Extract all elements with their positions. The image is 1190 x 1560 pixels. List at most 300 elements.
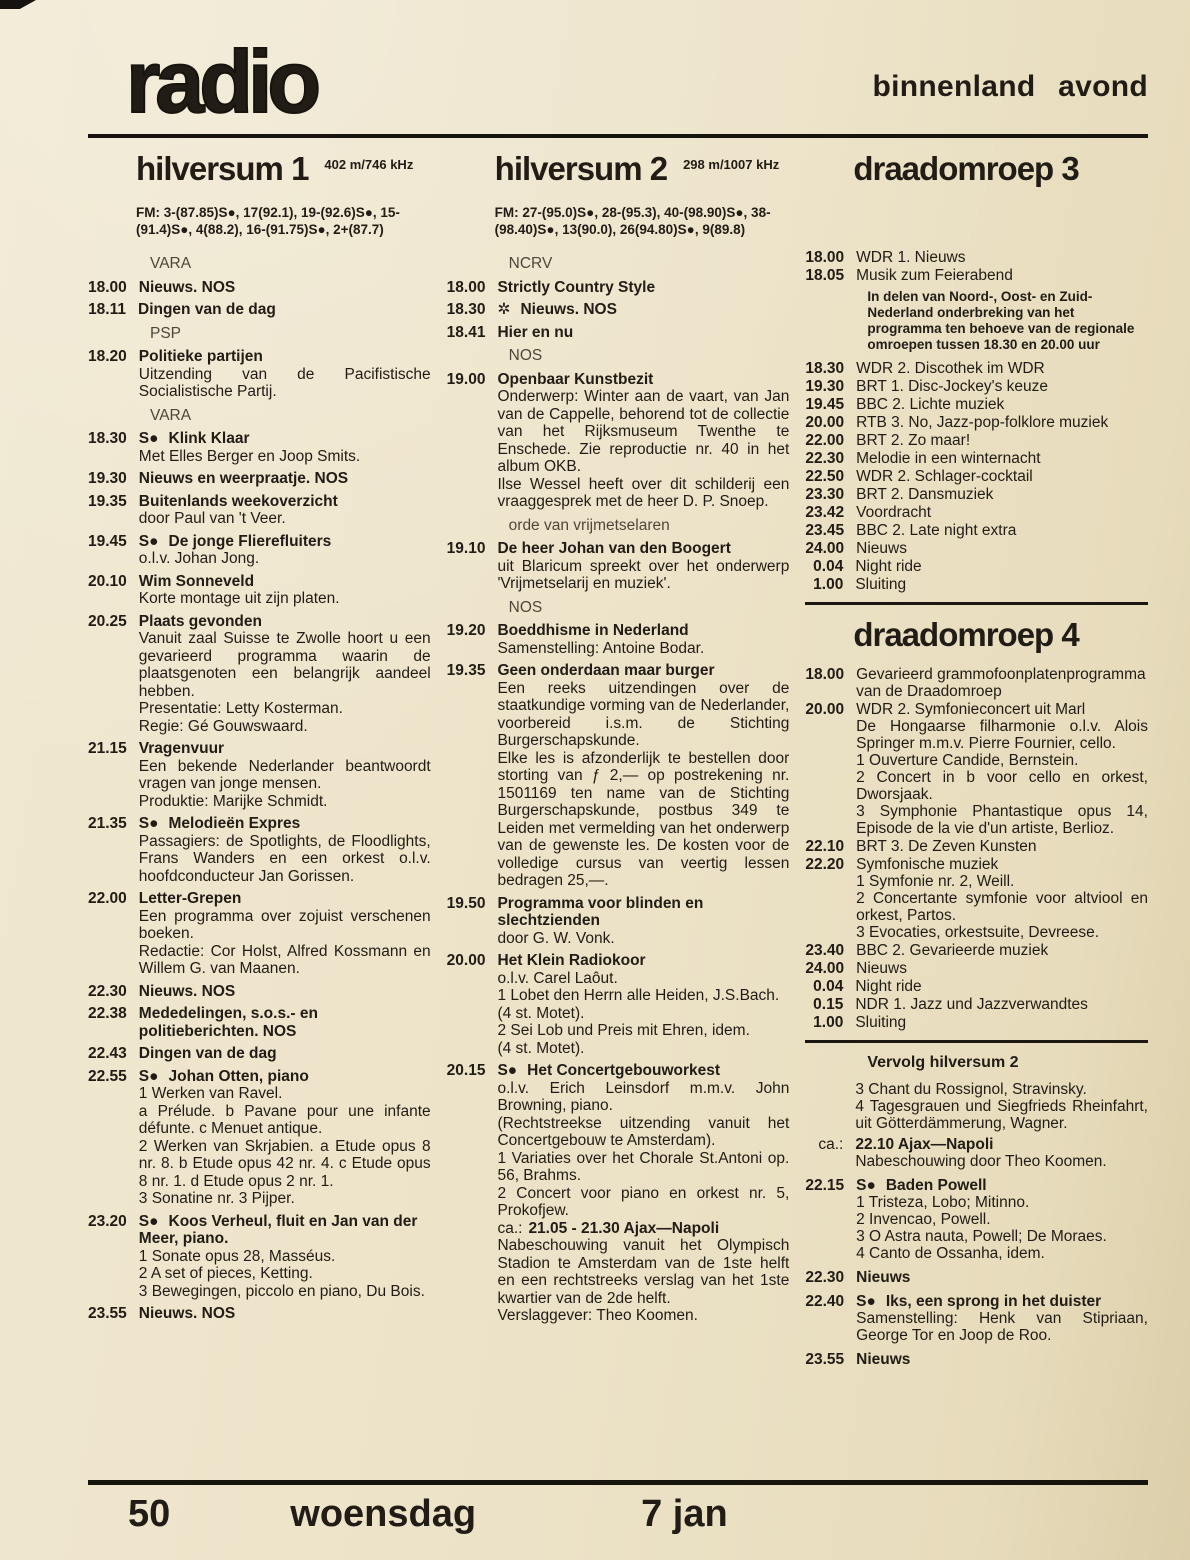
program-entry (805, 267, 1148, 284)
program-entry (805, 558, 1148, 575)
time-label: 22.40 (805, 1293, 845, 1310)
program-entry (88, 430, 431, 465)
program-detail: 2 A set of pieces, Ketting. (138, 1265, 313, 1282)
program-detail: o.l.v. Carel Laôut. (497, 969, 618, 987)
radio-logo: radio (126, 32, 317, 131)
time-label: 18.00 (446, 278, 486, 296)
program-title: Johan Otten, piano (168, 1067, 309, 1085)
program-entry (447, 371, 790, 511)
day-label: woensdag (290, 1493, 477, 1535)
program-content (139, 279, 431, 297)
program-content (497, 540, 789, 593)
time-label: ca.: (818, 1136, 844, 1153)
program-title-line (856, 1269, 1148, 1286)
program-entry (805, 666, 1148, 700)
time-label: 22.30 (805, 1269, 845, 1286)
program-entry (805, 450, 1148, 467)
program-list (447, 255, 790, 1325)
program-detail: Verslaggever: Theo Koomen. (497, 1307, 698, 1324)
program-content (139, 470, 431, 488)
program-content (139, 573, 431, 608)
program-detail: Vanuit zaal Suisse te Zwolle hoort u een gevarieerd programma waarin de plaatsgenoten een belangrijk aandeel hebben. (138, 630, 431, 700)
program-title-line (139, 1305, 431, 1323)
program-detail: (Rechtstreekse uitzending vanuit het Concertgebouw te Amsterdam). (497, 1114, 790, 1149)
program-content (139, 430, 431, 465)
approx-prefix: ca.: (497, 1219, 523, 1237)
column-header (136, 152, 431, 249)
program-title-line (139, 1213, 431, 1248)
program-title-line (856, 504, 1148, 521)
program-content (856, 838, 1148, 855)
program-title: Vragenvuur (138, 740, 225, 757)
program-content (497, 622, 789, 657)
program-title: Gevarieerd grammofoonplatenprogramma van de Draadomroep (856, 666, 1146, 700)
time-label: 18.30 (805, 360, 845, 377)
star-icon: ✲ (497, 301, 511, 318)
program-content (856, 378, 1148, 395)
program-entry (447, 662, 790, 890)
program-content (855, 1136, 1148, 1170)
program-detail: Uitzending van de Pacifistische Socialistische Partij. (138, 365, 431, 400)
divider-rule (805, 1040, 1148, 1043)
station-name: hilversum 1 (136, 152, 309, 187)
program-detail: Een programma over zojuist verschenen boeken. (138, 907, 431, 942)
program-entry (805, 960, 1148, 977)
program-title-line (856, 414, 1148, 431)
program-detail: Passagiers: de Spotlights, de Floodlights, Frans Wanders en een orkest o.l.v. hoofdconducteur Jan Gorissen. (138, 832, 431, 885)
time-label: 0.15 (813, 996, 844, 1013)
program-detail: a Prélude. b Pavane pour une infante défunte. c Menuet antique. (138, 1102, 431, 1137)
program-detail: Nabeschouwing vanuit het Olympisch Stadion te Amsterdam van de 1ste helft en een rechtstreeks verslag van het 1ste kwartier van de 2de helft. (497, 1237, 790, 1307)
program-title: WDR 2. Symfonieconcert uit Marl (856, 701, 1086, 718)
program-title-line (856, 468, 1148, 485)
program-title: Klink Klaar (168, 430, 250, 447)
program-title: Strictly Country Style (497, 278, 656, 296)
program-title: BRT 3. De Zeven Kunsten (856, 838, 1037, 855)
time-label: 20.15 (446, 1062, 486, 1079)
time-label: 22.10 (805, 838, 845, 855)
program-entry (805, 396, 1148, 413)
program-title-line (856, 522, 1148, 539)
program-content (139, 1305, 431, 1323)
page-number: 50 (128, 1493, 171, 1535)
fm-frequencies: FM: 3-(87.85)S●, 17(92.1), 19-(92.6)S●, 15-(91.4)S●, 4(88.2), 16-(91.75)S●, 2+(87.7) (136, 205, 400, 237)
program-title: Wim Sonneveld (138, 572, 255, 590)
time-label: 20.10 (88, 572, 127, 590)
network-label: VARA (150, 255, 192, 272)
time-label: 19.35 (446, 662, 486, 679)
program-title: Symfonische muziek (856, 856, 999, 873)
program-title-line (139, 815, 431, 833)
footer-row (88, 1485, 1148, 1560)
program-title: Buitenlands weekoverzicht (138, 492, 338, 510)
time-label: 23.30 (805, 486, 845, 503)
program-detail: door G. W. Vonk. (497, 929, 615, 947)
program-entry (88, 493, 431, 528)
program-title: Nieuws en weerpraatje. NOS (138, 470, 349, 487)
program-title-line (856, 856, 1148, 873)
program-title: Het Concertgebouworkest (527, 1062, 721, 1079)
program-title-line (139, 348, 431, 366)
program-title-line (139, 613, 431, 631)
program-title-line (855, 978, 1148, 995)
program-title-line (856, 450, 1148, 467)
program-title: WDR 2. Schlager-cocktail (856, 468, 1033, 485)
program-detail: Korte montage uit zijn platen. (138, 590, 340, 607)
program-content (497, 324, 789, 342)
program-entry (805, 1269, 1148, 1286)
program-entry (805, 249, 1148, 266)
program-title-line (139, 279, 431, 297)
program-title: Nieuws. NOS (138, 1305, 236, 1322)
network-label: orde van vrijmetselaren (508, 516, 670, 534)
program-title: WDR 2. Discothek im WDR (856, 360, 1045, 377)
time-label: 18.05 (805, 267, 845, 284)
program-title-line (139, 430, 431, 448)
program-title: Openbaar Kunstbezit (497, 370, 654, 388)
program-title: Mededelingen, s.o.s.- en politieberichten. NOS (138, 1005, 318, 1040)
program-title: Dingen van de dag (138, 301, 276, 318)
program-entry (88, 470, 431, 488)
program-title-line (497, 895, 789, 930)
program-entry (805, 856, 1148, 941)
program-content (856, 267, 1148, 284)
program-detail: o.l.v. Erich Leinsdorf m.m.v. John Browning, piano. (497, 1079, 790, 1114)
subchannel-heading: draadomroep 4 (853, 616, 1079, 653)
time-label: 0.04 (813, 558, 844, 575)
program-entry (88, 573, 431, 608)
time-label: 18.00 (88, 278, 127, 296)
program-title: Musik zum Feierabend (856, 267, 1013, 284)
program-detail: 2 Invencao, Powell. (856, 1211, 991, 1228)
program-entry (88, 613, 431, 736)
program-title-line (497, 952, 789, 970)
program-title-line (856, 540, 1148, 557)
program-title-line (855, 576, 1148, 593)
program-title: Nieuws. NOS (520, 301, 617, 318)
program-title-line (138, 301, 431, 319)
column-header (853, 152, 1148, 249)
program-title-line (139, 533, 431, 551)
program-detail: 2 Concertante symfonie voor altviool en orkest, Partos. (856, 890, 1148, 924)
program-detail: 1 Ouverture Candide, Bernstein. (856, 752, 1079, 769)
program-entry (447, 279, 790, 297)
time-label: 19.45 (805, 396, 845, 413)
program-detail: 2 Werken van Skrjabien. a Etude opus 8 nr. 8. b Etude opus 42 nr. 4. c Etude opus 8 nr. 1. d Etude opus 2 nr. 1. (138, 1137, 431, 1190)
program-title-line (139, 1045, 431, 1063)
program-detail: Regie: Gé Gouwswaard. (138, 717, 308, 735)
time-label: 23.55 (805, 1351, 845, 1368)
program-entry (447, 324, 790, 342)
stereo-icon: S● (856, 1177, 876, 1194)
time-label: 22.30 (88, 982, 127, 1000)
program-title: BBC 2. Gevarieerde muziek (856, 942, 1049, 959)
program-entry (88, 1068, 431, 1208)
time-label: 18.00 (805, 249, 845, 266)
program-detail: uit Blaricum spreekt over het onderwerp 'Vrijmetselarij en muziek'. (497, 557, 790, 592)
time-label: 18.00 (805, 666, 845, 683)
program-detail: 2 Concert in b voor cello en orkest, Dworsjaak. (856, 769, 1148, 803)
program-content (856, 1293, 1148, 1344)
time-label: 23.40 (805, 942, 845, 959)
time-label: 19.30 (805, 378, 845, 395)
program-title-line (497, 540, 789, 558)
program-title: Nieuws. NOS (138, 982, 236, 1000)
program-detail: 1 Sonate opus 28, Masséus. (138, 1247, 336, 1265)
program-title-line (497, 622, 789, 640)
time-label: 20.00 (805, 701, 845, 718)
program-title: BRT 2. Zo maar! (856, 432, 971, 449)
program-entry (805, 1081, 1148, 1132)
program-detail: 1 Lobet den Herrn alle Heiden, J.S.Bach. (497, 987, 780, 1004)
program-content (855, 1081, 1148, 1132)
program-content (855, 978, 1148, 995)
program-detail: 4 Tagesgrauen und Siegfrieds Rheinfahrt, uit Götterdämmerung, Wagner. (855, 1098, 1148, 1132)
program-entry (88, 890, 431, 978)
time-label: 0.04 (813, 978, 844, 995)
time-label: 22.38 (88, 1005, 127, 1022)
time-label: 22.30 (805, 450, 845, 467)
program-entry (88, 1305, 431, 1323)
program-title: Geen onderdaan maar burger (497, 662, 715, 679)
continuation-heading: Vervolg hilversum 2 (867, 1054, 1019, 1071)
time-label: 23.42 (805, 504, 845, 521)
program-detail: 3 Chant du Rossignol, Stravinsky. (855, 1081, 1087, 1098)
program-entry (805, 432, 1148, 449)
stereo-icon: S● (138, 1212, 159, 1230)
program-title: Koos Verheul, fluit en Jan van der Meer, piano. (138, 1212, 418, 1247)
program-title: Baden Powell (885, 1177, 987, 1194)
program-title-line (139, 1005, 431, 1040)
program-entry (88, 1213, 431, 1301)
program-title-line (856, 1177, 1148, 1194)
time-label: 22.50 (805, 468, 845, 485)
program-content (139, 613, 431, 736)
program-entry (447, 895, 790, 948)
program-detail: Redactie: Cor Holst, Alfred Kossmann en Willem G. van Maanen. (138, 942, 431, 977)
program-title-line (856, 267, 1148, 284)
program-content (139, 533, 431, 568)
program-title-line (856, 249, 1148, 266)
column-draadomroep-3 (805, 152, 1148, 1470)
program-detail: 3 O Astra nauta, Powell; De Moraes. (856, 1228, 1107, 1245)
program-title-line (856, 1351, 1148, 1368)
program-content (139, 890, 431, 978)
network-label: NCRV (508, 255, 553, 272)
program-detail: 1 Symfonie nr. 2, Weill. (856, 873, 1015, 890)
program-content (139, 740, 431, 810)
program-entry (805, 378, 1148, 395)
program-entry (447, 952, 790, 1057)
column-title: draadomroep 3 (853, 152, 1079, 187)
program-detail: 2 Sei Lob und Preis mit Ehren, idem. (497, 1022, 750, 1039)
time-label: 19.20 (446, 622, 486, 639)
page-footer (0, 1480, 1190, 1560)
program-title: Nieuws (856, 1351, 911, 1368)
program-detail: 1 Variaties over het Chorale St.Antoni op. 56, Brahms. (497, 1149, 790, 1184)
program-detail: 3 Bewegingen, piccolo en piano, Du Bois. (138, 1282, 425, 1300)
time-label: 18.20 (88, 348, 127, 365)
column-title (136, 152, 431, 193)
program-title: Nieuws. NOS (138, 278, 236, 296)
program-title-line (856, 432, 1148, 449)
program-title: Boeddhisme in Nederland (497, 622, 689, 639)
program-content (139, 1213, 431, 1301)
date-label: 7 jan (641, 1493, 728, 1535)
program-entry (447, 622, 790, 657)
program-entry (88, 1005, 431, 1040)
time-label: 19.45 (88, 532, 127, 550)
program-content (139, 493, 431, 528)
network-label: PSP (150, 324, 182, 342)
program-title: Letter-Grepen (138, 890, 242, 907)
program-detail: Onderwerp: Winter aan de vaart, van Jan van de Cappelle, behorend tot de collectie van het Rijksmuseum Twenthe te Enschede. Zie reproductie nr. 40 in het album OKB. (497, 388, 790, 475)
program-content (856, 540, 1148, 557)
program-content (497, 662, 789, 890)
time-label: 19.10 (446, 540, 486, 557)
time-label: 21.15 (88, 740, 127, 757)
program-title: Nieuws (856, 960, 907, 977)
time-label (805, 1081, 855, 1132)
program-title-line (855, 996, 1148, 1013)
program-title-line (139, 740, 431, 758)
program-columns (88, 152, 1148, 1470)
time-label: 19.35 (88, 492, 127, 510)
program-entry (805, 942, 1148, 959)
program-title: De jonge Flierefluiters (168, 532, 332, 550)
program-detail: Elke les is afzonderlijk te bestellen door storting van ƒ 2,— op postrekening nr. 1501169 ten name van de Stichting Burgerschapskunde, postbus 349 te Leiden met vermelding van het onderwerp van de gewenste les. De kosten voor de volledige cursus van veertig lessen bedragen 25,—. (497, 749, 790, 889)
program-content (856, 522, 1148, 539)
stereo-icon: S● (138, 1067, 159, 1085)
program-detail: Ilse Wessel heeft over dit schilderij een vraaggesprek met de heer D. P. Snoep. (497, 475, 790, 510)
program-detail: 1 Tristeza, Lobo; Mitinno. (856, 1194, 1030, 1211)
program-title-line (139, 983, 431, 1001)
divider-rule (805, 602, 1148, 605)
program-content (855, 576, 1148, 593)
program-detail: 3 Sonatine nr. 3 Pijper. (138, 1190, 295, 1207)
program-content (856, 414, 1148, 431)
program-entry (805, 486, 1148, 503)
stereo-icon: S● (138, 430, 159, 447)
program-title-line (497, 301, 789, 319)
regional-note: In delen van Noord-, Oost- en Zuid-Nederland onderbreking van het programma ten behoeve van de regionale omroepen tussen 18.30 en 20.00 uur (867, 289, 1135, 352)
program-entry (88, 983, 431, 1001)
program-title-line (856, 960, 1148, 977)
program-title-line (497, 371, 789, 389)
program-entry (88, 815, 431, 885)
program-title: Night ride (855, 978, 922, 995)
stereo-icon: S● (138, 532, 159, 550)
program-entry (805, 576, 1148, 593)
column-hilversum-2 (447, 152, 790, 1470)
time-label: 19.00 (446, 370, 486, 388)
program-content (856, 396, 1148, 413)
program-entry (805, 1293, 1148, 1344)
column-header (495, 152, 790, 249)
program-content (856, 486, 1148, 503)
program-detail: 3 Symphonie Phantastique opus 14, Episode de la vie d'un artiste, Berlioz. (856, 803, 1148, 837)
page-header (88, 32, 1148, 131)
program-content (856, 666, 1148, 700)
program-title: Melodieën Expres (168, 815, 301, 832)
program-title-line (856, 396, 1148, 413)
program-title-line (856, 701, 1148, 718)
program-content (856, 1177, 1148, 1262)
program-title-line (139, 890, 431, 908)
program-entry (805, 1014, 1148, 1031)
program-content (855, 996, 1148, 1013)
program-content (139, 983, 431, 1001)
program-entry (88, 348, 431, 401)
program-title: Plaats gevonden (138, 612, 262, 630)
fm-frequencies: FM: 27-(95.0)S●, 28-(95.3), 40-(98.90)S●, 38-(98.40)S●, 13(90.0), 26(94.80)S●, 9(89.8) (494, 205, 771, 237)
program-detail: 1 Werken van Ravel. (138, 1085, 283, 1102)
program-content (856, 856, 1148, 941)
program-entry (805, 1177, 1148, 1262)
program-title-line (497, 1062, 789, 1080)
program-list (805, 249, 1148, 1368)
program-entry (805, 522, 1148, 539)
program-detail: Nabeschouwing door Theo Koomen. (855, 1153, 1107, 1170)
program-title: Nieuws (856, 1269, 911, 1286)
program-title: Sluiting (855, 576, 907, 593)
program-title-line (856, 360, 1148, 377)
program-title-line (856, 378, 1148, 395)
program-content (139, 815, 431, 885)
program-entry (88, 533, 431, 568)
time-label: 22.00 (88, 890, 127, 907)
column-title (495, 152, 790, 193)
program-content (139, 1045, 431, 1063)
stereo-icon: S● (497, 1062, 518, 1079)
program-title: BBC 2. Lichte muziek (856, 396, 1005, 413)
program-content (855, 558, 1148, 575)
program-entry (88, 740, 431, 810)
program-entry (805, 504, 1148, 521)
program-content (856, 360, 1148, 377)
program-content (856, 942, 1148, 959)
program-detail-text: 21.05 - 21.30 Ajax—Napoli (528, 1219, 720, 1237)
program-detail: Een reeks uitzendingen over de staatkundige vorming van de Nederlander, voorbereid i.s.m. de Stichting Burgerschapskunde. (497, 679, 790, 749)
program-content (139, 1068, 431, 1208)
program-content (856, 468, 1148, 485)
program-content (497, 895, 789, 948)
program-entry (88, 1045, 431, 1063)
program-entry (447, 540, 790, 593)
time-label: 22.55 (88, 1067, 127, 1085)
time-label: 20.00 (805, 414, 845, 431)
program-title-line (856, 1293, 1148, 1310)
program-content (856, 1351, 1148, 1368)
time-label: 21.35 (88, 815, 127, 832)
program-title-line (139, 493, 431, 511)
program-entry (805, 540, 1148, 557)
time-label: 19.50 (446, 894, 486, 912)
time-label: 23.55 (88, 1305, 127, 1322)
stereo-icon: S● (856, 1293, 876, 1310)
program-title: BRT 2. Dansmuziek (856, 486, 994, 503)
time-label: 20.00 (446, 952, 486, 969)
program-entry (447, 1062, 790, 1325)
time-label: 23.20 (88, 1212, 127, 1230)
program-title-line (497, 279, 789, 297)
program-entry (805, 468, 1148, 485)
program-title: Sluiting (855, 1014, 907, 1031)
program-title-line (855, 1014, 1148, 1031)
section-title: binnenland avond (872, 70, 1148, 103)
program-entry (805, 996, 1148, 1013)
program-title: BBC 2. Late night extra (856, 522, 1017, 539)
